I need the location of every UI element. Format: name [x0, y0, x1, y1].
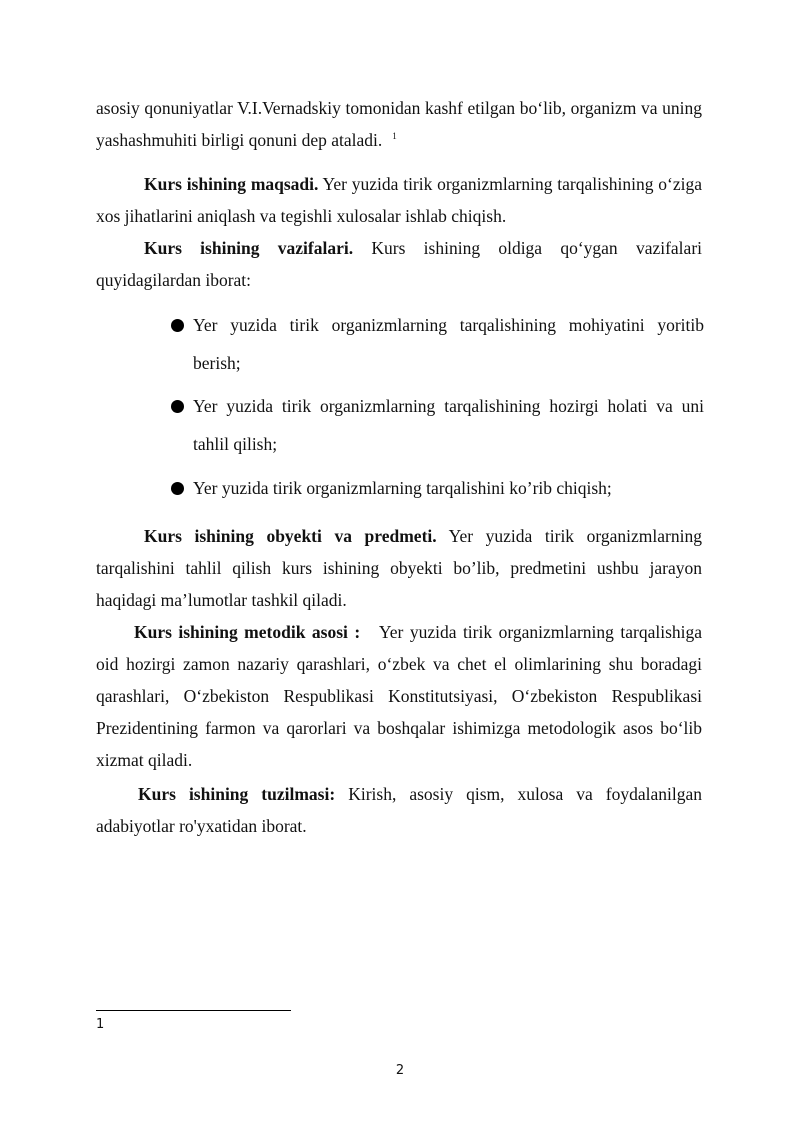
- bullet-icon: [171, 482, 184, 495]
- method-heading: Kurs ishining metodik asosi :: [134, 622, 361, 642]
- task-list-3: [170, 469, 704, 507]
- footnote-number: 1: [96, 1017, 105, 1032]
- list-item: [170, 469, 704, 507]
- bullet-icon: [171, 400, 184, 413]
- task-list-1: [170, 306, 704, 382]
- list-item-text: Yer yuzida tirik organizmlarning tarqalishining hozirgi holati va uni tahlil qilish;: [193, 396, 704, 454]
- goal-text: Yer yuzida tirik organizmlarning tarqalishining o‘ziga xos jihatlarini aniqlash va tegishli xulosalar ishlab chiqish.: [96, 174, 702, 226]
- object-heading: Kurs ishining obyekti va predmeti.: [144, 526, 437, 546]
- tasks-text: Kurs ishining oldiga qo‘ygan vazifalari quyidagilardan iborat:: [96, 238, 703, 290]
- method-text: Yer yuzida tirik organizmlarning tarqalishiga oid hozirgi zamon nazariy qarashlari, o‘zbek va chet el olimlarining shu boradagi qarashlari, O‘zbekiston Respublikasi Konstitutsiyasi, O‘zbekiston Respublikasi Prezidentining farmon va qarorlari va boshqalar ishimizga metodologik asos bo‘lib xizmat qiladi.: [96, 622, 703, 770]
- method-paragraph: [96, 616, 702, 776]
- object-text: Yer yuzida tirik organizmlarning tarqalishini tahlil qilish kurs ishining obyekti bo’lib, predmetini ushbu jarayon haqidagi ma’lumotlar tashkil qiladi.: [96, 526, 702, 610]
- list-item-text: Yer yuzida tirik organizmlarning tarqalishining mohiyatini yoritib berish;: [193, 315, 704, 373]
- list-item-text: Yer yuzida tirik organizmlarning tarqalishini ko’rib chiqish;: [193, 478, 612, 498]
- task-list-2: [170, 387, 704, 463]
- goal-heading: Kurs ishining maqsadi.: [144, 174, 319, 194]
- list-item: [170, 387, 704, 463]
- bullet-icon: [171, 319, 184, 332]
- page-number: 2: [395, 1063, 405, 1078]
- object-paragraph: [96, 520, 702, 616]
- footnote-reference[interactable]: 1: [392, 131, 397, 142]
- tasks-heading: Kurs ishining vazifalari.: [144, 238, 354, 258]
- goal-paragraph: [96, 168, 702, 232]
- structure-text: Kirish, asosiy qism, xulosa va foydalanilgan adabiyotlar ro'yxatidan iborat.: [96, 784, 702, 836]
- intro-paragraph: [96, 92, 702, 156]
- structure-paragraph: [96, 778, 702, 842]
- footnote-separator: [96, 1010, 291, 1011]
- structure-heading: Kurs ishining tuzilmasi:: [138, 784, 336, 804]
- list-item: [170, 306, 704, 382]
- intro-text: asosiy qonuniyatlar V.I.Vernadskiy tomonidan kashf etilgan bo‘lib, organizm va uning yashashmuhiti birligi qonuni dep ataladi.: [96, 98, 702, 150]
- tasks-paragraph: [96, 232, 702, 296]
